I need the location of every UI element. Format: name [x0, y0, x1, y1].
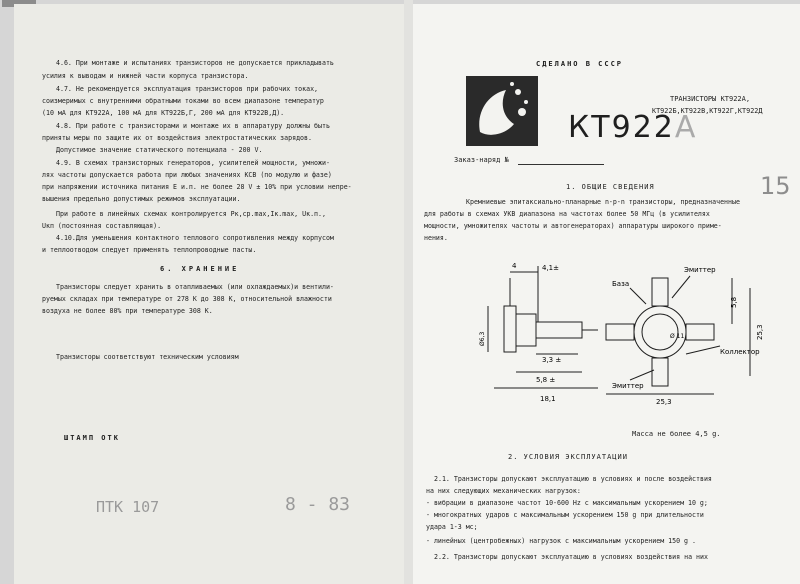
left-paragraph-line: 4.10.Для уменьшения контактного теплового сопротивления между корпусом	[56, 234, 334, 242]
drawing-label: 4,1±	[542, 264, 559, 272]
transistor-drawing	[480, 258, 780, 408]
stamp-date: 8 - 83	[285, 494, 351, 515]
left-paragraph-line: лях частоты допускается работа при любых значениях КСВ (по модулю и фазе)	[42, 171, 332, 179]
order-label: Заказ-наряд №	[454, 156, 509, 164]
product-title-line-1: ТРАНЗИСТОРЫ КТ922А,	[670, 95, 751, 103]
left-paragraph-line: 4.6. При монтаже и испытаниях транзисторов не допускается прикладывать	[56, 59, 334, 67]
drawing-label: Эмиттер	[684, 266, 716, 274]
left-paragraph-line: и теплоотводом следует применять теплопроводные пасты.	[42, 246, 257, 254]
left-paragraph-line: 4.7. Не рекомендуется эксплуатация транзисторов при рабочих токах,	[56, 85, 319, 93]
left-paragraph-line: 4.9. В схемах транзисторных генераторов, усилителей мощности, умножи-	[56, 159, 330, 167]
side-view-body	[504, 306, 516, 352]
operation-line: удара 1-3 мс;	[426, 523, 478, 531]
storage-line: руемых складах при температуре от 278 К до 308 К, относительной влажности	[42, 295, 332, 303]
left-paragraph-line: при напряжении источника питания Е и.п. не более 28 V ± 10% при условии непре-	[42, 183, 352, 191]
storage-line: Транзисторы следует хранить в отапливаемых (или охлаждаемых)и вентили-	[56, 283, 334, 291]
drawing-label: 3,3 ±	[542, 356, 562, 364]
model-title-main: КТ922	[568, 110, 675, 145]
operation-line: - многократных ударов с максимальным ускорением 150 g при длительности	[426, 511, 704, 519]
drawing-label: Ø 11	[670, 333, 685, 340]
left-paragraph-line: При работе в линейных схемах контролируется Pк,ср.max,Iк.max, Uк.п.,	[56, 210, 326, 218]
mass-note: Масса не более 4,5 g.	[632, 430, 721, 438]
operation-line: 2.2. Транзисторы допускают эксплуатацию в условиях воздействия на них	[434, 553, 708, 561]
model-title-suffix: А	[674, 110, 698, 145]
drawing-label: 18,1	[540, 395, 556, 403]
operation-section-title: 2. УСЛОВИЯ ЭКСПЛУАТАЦИИ	[508, 453, 628, 461]
drawing-label: База	[612, 280, 630, 288]
otk-stamp-label: ШТАМП ОТК	[64, 434, 120, 442]
left-paragraph-line: Uкп (постоянная составляющая).	[42, 222, 162, 230]
intro-line: для работы в схемах УКВ диапазона на частотах более 50 МГц (в усилителях	[424, 210, 710, 218]
operation-line: - линейных (центробежных) нагрузок с максимальным ускорением 150 g .	[426, 537, 696, 545]
drawing-label: 25,3	[756, 324, 764, 340]
manufacturer-logo	[466, 76, 538, 146]
left-paragraph-line: усилия к выводам и нижней части корпуса транзистора.	[42, 72, 249, 80]
storage-line: воздуха не более 80% при температуре 308 К.	[42, 307, 213, 315]
operation-line: на них следующих механических нагрузок:	[426, 487, 581, 495]
conformity-statement: Транзисторы соответствуют техническим условиям	[56, 353, 239, 361]
drawing-label: 5,8	[730, 296, 738, 308]
operation-line: - вибрации в диапазоне частот 10-600 Hz с максимальным ускорением 10 g;	[426, 499, 708, 507]
page-number: 15	[760, 172, 791, 200]
general-section-title: 1. ОБЩИЕ СВЕДЕНИЯ	[566, 183, 655, 191]
drawing-label: 25,3	[656, 398, 672, 406]
model-title	[568, 110, 697, 145]
stamp-code: ПТК 107	[96, 498, 160, 516]
page-gutter	[404, 0, 413, 584]
storage-section-title: 6. ХРАНЕНИЕ	[160, 265, 240, 273]
drawing-label: Ø6,3	[479, 331, 486, 346]
left-paragraph-line: (10 мА для КТ922А, 100 мА для КТ922Б,Г, 200 мА для КТ922В,Д).	[42, 109, 285, 117]
drawing-label: 4	[512, 262, 517, 270]
left-paragraph-line: приняты меры по защите их от воздействия электростатических зарядов.	[42, 134, 312, 142]
product-title-line-2: КТ922Б,КТ922В,КТ922Г,КТ922Д	[652, 107, 763, 115]
intro-line: Кремниевые эпитаксиально-планарные n-p-n транзисторы, предназначенные	[466, 198, 740, 206]
intro-line: мощности, умножителях частоты и автогенераторах) аппаратуры широкого приме-	[424, 222, 722, 230]
intro-line: нения.	[424, 234, 448, 242]
left-paragraph-line: вышения предельно допустимых режимов эксплуатации.	[42, 195, 241, 203]
drawing-label: Коллектор	[720, 348, 760, 356]
operation-line: 2.1. Транзисторы допускают эксплуатацию в условиях и после воздействия	[434, 475, 712, 483]
drawing-label: 5,8 ±	[536, 376, 556, 384]
made-in-ussr: СДЕЛАНО В СССР	[536, 60, 624, 68]
left-paragraph-line: Допустимое значение статического потенциала - 200 V.	[56, 146, 263, 154]
left-paragraph-line: 4.8. При работе с транзисторами и монтаже их в аппаратуру должны быть	[56, 122, 330, 130]
order-number-line	[518, 164, 604, 165]
left-paragraph-line: соизмеримых с внутренними обратными токами во всем диапазоне температур	[42, 97, 324, 105]
drawing-label: Эмиттер	[612, 382, 644, 390]
